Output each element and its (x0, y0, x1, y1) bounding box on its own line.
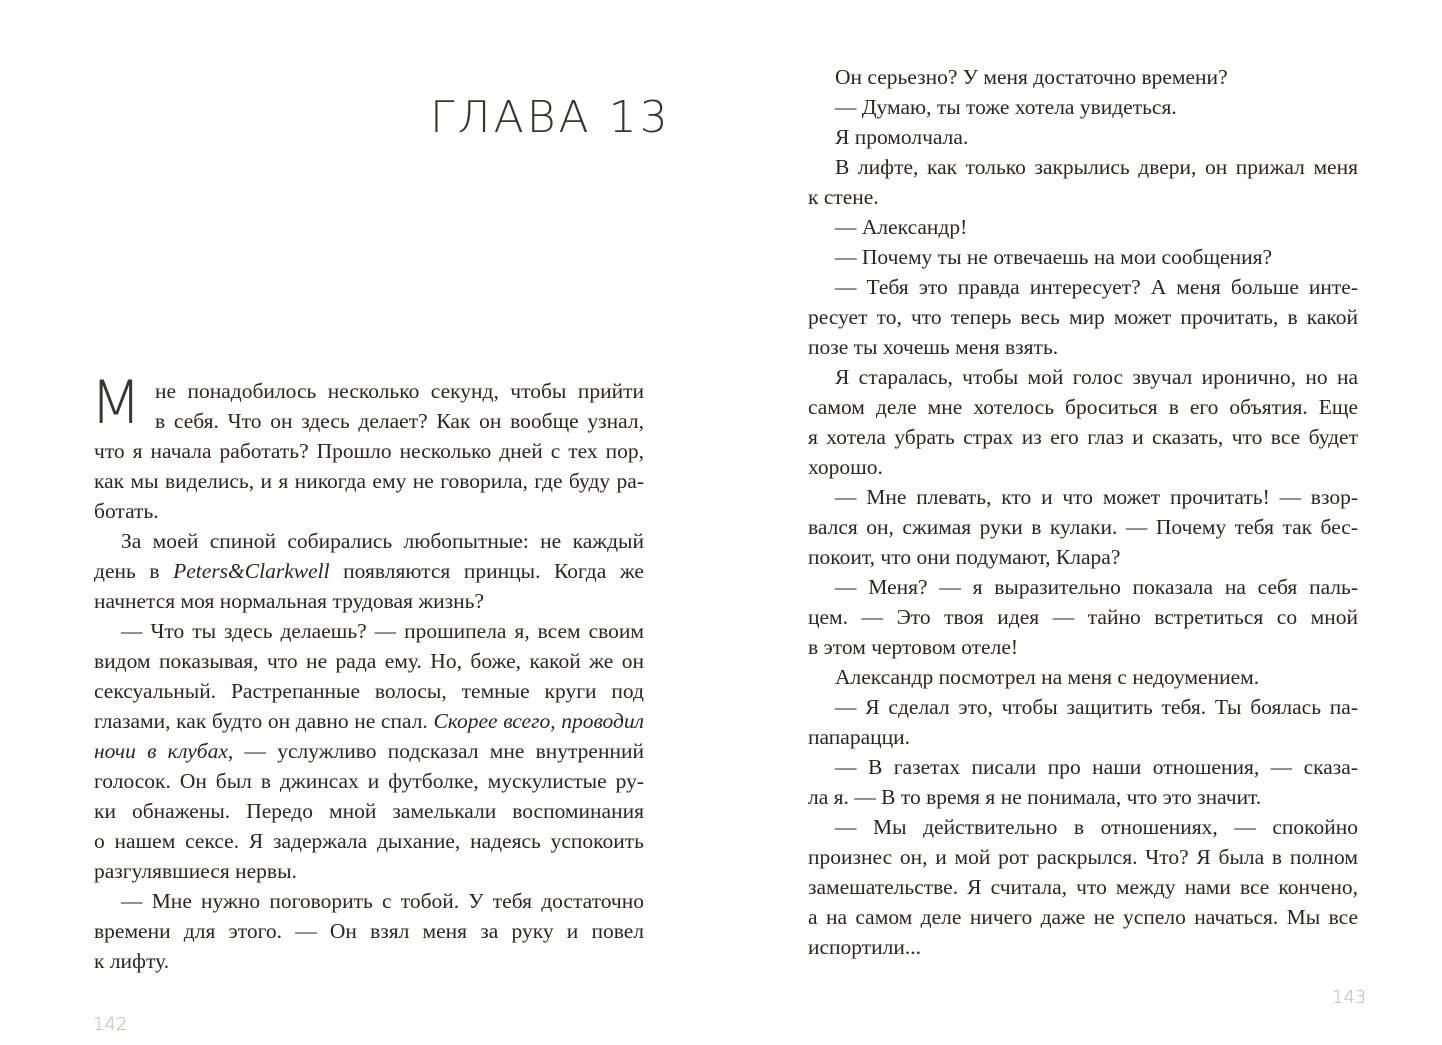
text-line: о нашем сексе. Я задержала дыхание, надеясь успокоить (94, 829, 644, 853)
text-line: к стене. (808, 185, 879, 209)
text-line: — Мы действительно в отношениях, — спокойно (835, 815, 1358, 839)
chapter-title: ГЛАВА 13 (430, 92, 671, 143)
text-line: голосок. Он был в джинсах и футболке, мускулистые ру- (94, 769, 644, 793)
text-line: папарацци. (808, 725, 910, 749)
drop-cap: М (90, 368, 142, 438)
right-page (721, 0, 1442, 1045)
text-line: начнется моя нормальная трудовая жизнь? (94, 589, 485, 613)
text-line: хорошо. (808, 455, 883, 479)
text-line: произнес он, и мой рот раскрылся. Что? Я была в полном (808, 845, 1358, 869)
text-line: самом деле мне хотелось броситься в его объятия. Еще (808, 395, 1358, 419)
text-line: ки обнажены. Передо мной замелькали воспоминания (94, 799, 644, 823)
text-line: — Почему ты не отвечаешь на мои сообщения? (835, 245, 1273, 269)
text-line: — Мне плевать, кто и что может прочитать! — взор- (835, 485, 1358, 509)
text-line: я хотела убрать страх из его глаз и сказать, что все будет (808, 425, 1358, 449)
text-line: — Думаю, ты тоже хотела увидеться. (835, 95, 1177, 119)
text-line: За моей спиной собирались любопытные: не каждый (121, 529, 644, 553)
text-line: ночи в клубах, — услужливо подсказал мне внутренний (94, 739, 644, 763)
text-line: — Тебя это правда интересует? А меня больше инте- (835, 275, 1358, 299)
text-line: а на самом деле ничего даже не успело начаться. Мы все (808, 905, 1358, 929)
text-line: что я начала работать? Прошло несколько дней с тех пор, (94, 439, 644, 463)
text-line: в этом чертовом отеле! (808, 635, 1019, 659)
text-line: — Что ты здесь делаешь? — прошипела я, всем своим (121, 619, 644, 643)
text-line: день в Peters&Clarkwell появляются принцы. Когда же (94, 559, 644, 583)
text-line: покоит, что они подумают, Клара? (808, 545, 1121, 569)
text-line: как мы виделись, и я никогда ему не говорила, где буду ра- (94, 469, 644, 493)
text-line: в себя. Что он здесь делает? Как он вообще узнал, (155, 409, 644, 433)
text-line: — В газетах писали про наши отношения, — сказа- (835, 755, 1358, 779)
page-number: 143 (1332, 987, 1367, 1008)
text-line: времени для этого. — Он взял меня за руку и повел (94, 919, 644, 943)
text-line: цем. — Это твоя идея — тайно встретиться со мной (808, 605, 1358, 629)
text-line: сексуальный. Растрепанные волосы, темные круги под (94, 679, 644, 703)
text-line: ботать. (94, 499, 159, 523)
text-line: видом показывая, что не рада ему. Но, боже, какой же он (94, 649, 644, 673)
text-line: — Меня? — я выразительно показала на себя паль- (835, 575, 1358, 599)
text-line: разгулявшиеся нервы. (94, 859, 297, 883)
text-line: замешательстве. Я считала, что между нами все кончено, (808, 875, 1358, 899)
text-line: — Мне нужно поговорить с тобой. У тебя достаточно (121, 889, 644, 913)
text-line: не понадобилось несколько секунд, чтобы прийти (155, 379, 644, 403)
text-line: ла я. — В то время я не понимала, что это значит. (808, 785, 1262, 809)
text-line: Он серьезно? У меня достаточно времени? (835, 65, 1228, 89)
text-line: — Александр! (835, 215, 968, 239)
text-line: В лифте, как только закрылись двери, он прижал меня (835, 155, 1358, 179)
text-line: глазами, как будто он давно не спал. Скорее всего, проводил (94, 709, 644, 733)
text-line: испортили... (808, 935, 922, 959)
text-line: — Я сделал это, чтобы защитить тебя. Ты боялась па- (835, 695, 1358, 719)
text-line: к лифту. (94, 949, 170, 973)
text-line: ресует то, что теперь весь мир может прочитать, в какой (808, 305, 1358, 329)
text-line: Я промолчала. (835, 125, 969, 149)
text-line: Александр посмотрел на меня с недоумением. (835, 665, 1260, 689)
text-line: Я старалась, чтобы мой голос звучал иронично, но на (835, 365, 1358, 389)
text-line: вался он, сжимая руки в кулаки. — Почему тебя так бес- (808, 515, 1358, 539)
text-line: позе ты хочешь меня взять. (808, 335, 1059, 359)
page-number: 142 (93, 1014, 128, 1035)
